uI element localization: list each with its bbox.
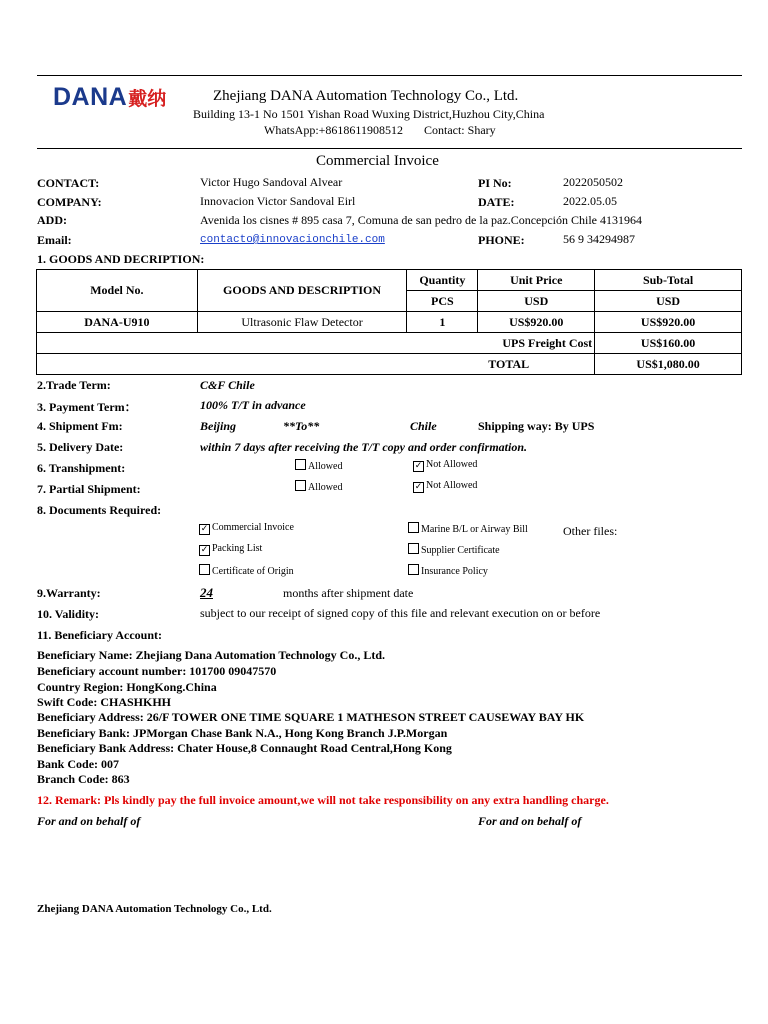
doc-certificate-origin[interactable] (199, 564, 294, 577)
doc-co-label: Certificate of Origin (212, 566, 294, 577)
checkbox-checked-icon[interactable]: ✓ (414, 482, 423, 492)
add-value: Avenida los cisnes # 895 casa 7, Comuna de san pedro de la paz.Concepción Chile 4131964 (200, 213, 643, 227)
allowed-label: Allowed (308, 461, 343, 472)
beneficiary-address: Beneficiary Address: 26/F TOWER ONE TIME SQUARE 1 MATHESON STREET CAUSEWAY BAY HK (37, 710, 585, 724)
date-label: DATE: (478, 195, 515, 209)
doc-packing-list[interactable] (199, 543, 262, 556)
not-allowed-label: Not Allowed (426, 459, 478, 470)
logo-text: DANA (53, 83, 128, 111)
company-value: Innovacion Victor Sandoval Eirl (200, 194, 356, 208)
doc-ci-label: Commercial Invoice (212, 522, 294, 533)
header-description: GOODS AND DESCRIPTION (197, 270, 407, 312)
shipping-way: Shipping way: By UPS (478, 419, 595, 433)
doc-marine-bl[interactable] (408, 522, 528, 535)
row-unit-price: US$920.00 (478, 312, 595, 333)
shipment-label: 4. Shipment Fm: (37, 419, 123, 433)
unit-qty: PCS (407, 291, 478, 312)
doc-supplier-certificate[interactable] (408, 543, 500, 556)
transhipment-not-allowed[interactable] (413, 459, 477, 472)
company-name: Zhejiang DANA Automation Technology Co., Ltd. (213, 88, 519, 104)
delivery-value: within 7 days after receiving the T/T copy and order confirmation. (200, 440, 527, 454)
doc-bl-label: Marine B/L or Airway Bill (421, 524, 528, 535)
checkbox-unchecked-icon[interactable] (295, 459, 306, 470)
logo-cn: 戴纳 (128, 88, 167, 110)
behalf-right: For and on behalf of (478, 814, 582, 828)
checkbox-checked-icon[interactable]: ✓ (200, 545, 209, 555)
freight-label: UPS Freight Cost (37, 333, 595, 354)
payment-term-value: 100% T/T in advance (200, 398, 306, 412)
contact-person: Contact: Shary (423, 123, 496, 137)
whatsapp-contact (264, 123, 496, 138)
documents-label: 8. Documents Required: (37, 503, 162, 517)
checkbox-unchecked-icon[interactable] (408, 522, 419, 533)
shipment-to: Chile (410, 419, 437, 433)
payment-term-label: 3. Payment Term： (37, 400, 137, 414)
phone-label: PHONE: (478, 233, 525, 247)
transhipment-allowed[interactable] (295, 459, 342, 472)
header-unit-price: Unit Price (478, 270, 595, 291)
whatsapp: WhatsApp:+8618611908512 (264, 123, 403, 137)
remark: 12. Remark: Pls kindly pay the full invoice amount,we will not take responsibility on any extra handling charge. (37, 793, 609, 807)
validity-value: subject to our receipt of signed copy of this file and relevant execution on or before (200, 606, 601, 620)
company-address: Building 13-1 No 1501 Yishan Road Wuxing District,Huzhou City,China (193, 107, 545, 121)
pi-label: PI No: (478, 176, 512, 190)
goods-table (36, 269, 742, 375)
checkbox-checked-icon[interactable]: ✓ (200, 524, 209, 534)
row-subtotal: US$920.00 (595, 312, 742, 333)
freight-row (37, 333, 742, 354)
email-link[interactable]: contacto@innovacionchile.com (200, 234, 385, 246)
swift-code: Swift Code: CHASHKHH (37, 695, 172, 709)
warranty-value: 24 (200, 585, 213, 600)
row-qty: 1 (407, 312, 478, 333)
beneficiary-bank-address: Beneficiary Bank Address: Chater House,8 Connaught Road Central,Hong Kong (37, 741, 452, 755)
partial-not-allowed[interactable] (413, 480, 477, 493)
doc-pl-label: Packing List (212, 543, 263, 554)
company-label: COMPANY: (37, 195, 102, 209)
freight-value: US$160.00 (595, 333, 742, 354)
country-region: Country Region: HongKong.China (37, 680, 217, 694)
checkbox-unchecked-icon[interactable] (408, 543, 419, 554)
pi-value: 2022050502 (563, 175, 623, 189)
not-allowed-label: Not Allowed (426, 480, 478, 491)
header-quantity: Quantity (407, 270, 478, 291)
checkbox-checked-icon[interactable]: ✓ (414, 461, 423, 471)
warranty-text: months after shipment date (283, 586, 414, 600)
email-label: Email: (37, 233, 72, 247)
shipment-to-word: **To** (283, 419, 320, 433)
company-logo (53, 83, 166, 112)
partial-shipment-label: 7. Partial Shipment: (37, 482, 141, 496)
other-files-label: Other files: (563, 524, 618, 538)
date-value: 2022.05.05 (563, 194, 617, 208)
row-model: DANA-U910 (37, 312, 198, 333)
allowed-label: Allowed (308, 482, 343, 493)
beneficiary-heading: 11. Beneficiary Account: (37, 628, 162, 642)
doc-ip-label: Insurance Policy (421, 566, 488, 577)
total-value: US$1,080.00 (595, 354, 742, 375)
beneficiary-bank: Beneficiary Bank: JPMorgan Chase Bank N.A., Hong Kong Branch J.P.Morgan (37, 726, 448, 740)
phone-value: 56 9 34294987 (563, 232, 635, 246)
trade-term-label: 2.Trade Term: (37, 378, 111, 392)
header-subtotal: Sub-Total (595, 270, 742, 291)
invoice-title: Commercial Invoice (316, 153, 439, 169)
header-rule (37, 148, 742, 149)
checkbox-unchecked-icon[interactable] (295, 480, 306, 491)
unit-price-currency: USD (478, 291, 595, 312)
shipment-from: Beijing (200, 419, 237, 433)
goods-heading: 1. GOODS AND DECRIPTION: (37, 252, 205, 266)
branch-code: Branch Code: 863 (37, 772, 130, 786)
checkbox-unchecked-icon[interactable] (199, 564, 210, 575)
total-label: TOTAL (37, 354, 595, 375)
validity-label: 10. Validity: (37, 607, 100, 621)
transhipment-label: 6. Transhipment: (37, 461, 126, 475)
behalf-left: For and on behalf of (37, 814, 141, 828)
table-row (37, 312, 742, 333)
doc-sc-label: Supplier Certificate (421, 545, 500, 556)
contact-value: Victor Hugo Sandoval Alvear (200, 175, 343, 189)
add-label: ADD: (37, 213, 67, 227)
beneficiary-account: Beneficiary account number: 101700 09047570 (37, 664, 277, 678)
contact-label: CONTACT: (37, 176, 100, 190)
unit-subtotal-currency: USD (595, 291, 742, 312)
table-header-row (37, 270, 742, 291)
header-model: Model No. (37, 270, 198, 312)
doc-insurance-policy[interactable] (408, 564, 488, 577)
delivery-label: 5. Delivery Date: (37, 440, 124, 454)
top-rule (37, 75, 742, 76)
warranty-label: 9.Warranty: (37, 586, 101, 600)
doc-commercial-invoice[interactable] (199, 522, 294, 535)
footer-company: Zhejiang DANA Automation Technology Co., Ltd. (37, 903, 272, 915)
partial-allowed[interactable] (295, 480, 342, 493)
trade-term-value: C&F Chile (200, 378, 255, 392)
row-description: Ultrasonic Flaw Detector (197, 312, 407, 333)
total-row (37, 354, 742, 375)
checkbox-unchecked-icon[interactable] (408, 564, 419, 575)
beneficiary-name: Beneficiary Name: Zhejiang Dana Automation Technology Co., Ltd. (37, 648, 386, 662)
bank-code: Bank Code: 007 (37, 757, 120, 771)
